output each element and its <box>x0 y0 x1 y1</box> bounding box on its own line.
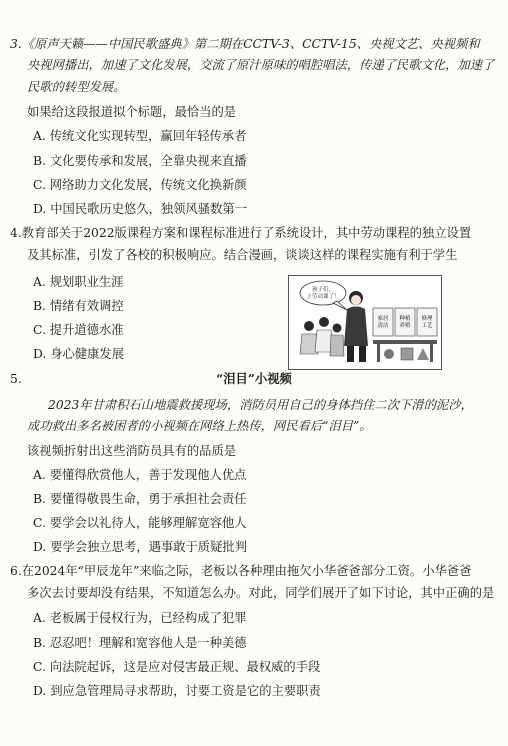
q5-story-line-2: 成功救出多名被困者的小视频在网络上热传，网民看后“泪目”。 <box>27 419 372 433</box>
q5-option-d: D. 要学会独立思考，遇事敢于质疑批判 <box>33 540 247 554</box>
q6-option-d: D. 到应急管理局寻求帮助，讨要工资是它的主要职责 <box>33 684 321 698</box>
q4-line-2: 及其标准，引发了各校的积极响应。结合漫画，谈谈这样的课程实施有利于学生 <box>27 248 458 262</box>
q5-title: “泪目”小视频 <box>216 371 292 386</box>
q3-option-b: B. 文化要传承和发展，全靠央视来直播 <box>33 154 247 168</box>
speech-line-2: 上劳动课了！ <box>306 294 340 300</box>
board-label-3a: 修理 <box>421 316 433 322</box>
board-label-2b: 养殖 <box>399 323 411 329</box>
board-label-3b: 工艺 <box>421 323 433 329</box>
q6-option-b: B. 忍忍吧！理解和宽容他人是一种美德 <box>33 636 247 650</box>
q3-line-3: 民歌的转型发展。 <box>27 80 126 94</box>
q4-option-c: C. 提升道德水准 <box>33 323 124 337</box>
q4-option-a: A. 规划职业生涯 <box>33 275 124 289</box>
q6-option-a: A. 老板属于侵权行为，已经构成了犯罪 <box>33 611 247 625</box>
labor-class-cartoon <box>288 275 442 370</box>
q3-option-d: D. 中国民歌历史悠久，独领风骚数第一 <box>33 202 247 216</box>
board-label-2a: 种植 <box>399 316 411 322</box>
q6-line-2: 多次去讨要却没有结果，不知道怎么办。对此，同学们展开了如下讨论，其中正确的是 <box>27 586 495 600</box>
q3-option-c: C. 网络助力文化发展，传统文化换新颜 <box>33 178 247 192</box>
q3-line-1: 3.《原声天籁——中国民歌盛典》第二期在CCTV-3、CCTV-15、央视文艺、央视频和 <box>10 37 480 51</box>
board-label-1b: 清洁 <box>377 323 389 329</box>
q4-option-d: D. 身心健康发展 <box>33 347 125 361</box>
q4-line-1: 4.教育部关于2022版课程方案和课程标准进行了系统设计，其中劳动课程的独立设置 <box>10 226 472 240</box>
q5-number: 5. <box>10 372 22 386</box>
q3-option-a: A. 传统文化实现转型，赢回年轻传承者 <box>33 129 247 143</box>
q3-question: 如果给这段报道拟个标题，最恰当的是 <box>27 105 237 119</box>
board-label-1a: 家居 <box>377 316 389 322</box>
q5-question: 该视频折射出这些消防员具有的品质是 <box>27 444 237 458</box>
q5-option-a: A. 要懂得欣赏他人，善于发现他人优点 <box>33 468 247 482</box>
q5-option-b: B. 要懂得敬畏生命，勇于承担社会责任 <box>33 492 247 506</box>
q6-option-c: C. 向法院起诉，这是应对侵害最正规、最权威的手段 <box>33 660 321 674</box>
speech-line-1: 孩子们， <box>311 287 335 293</box>
q5-option-c: C. 要学会以礼待人，能够理解宽容他人 <box>33 516 247 530</box>
q6-line-1: 6.在2024年“甲辰龙年”来临之际，老板以各种理由拖欠小华爸爸部分工资。小华爸爸 <box>10 564 472 578</box>
q3-line-2: 央视网播出，加速了文化发展，交流了原汁原味的唱腔唱法，传递了民歌文化，加速了 <box>27 58 495 72</box>
q4-option-b: B. 情绪有效调控 <box>33 299 124 313</box>
q5-story-line-1: 2023年甘肃积石山地震救援现场，消防员用自己的身体挡住二次下滑的泥沙， <box>48 398 473 412</box>
cartoon-illustration <box>289 276 441 369</box>
